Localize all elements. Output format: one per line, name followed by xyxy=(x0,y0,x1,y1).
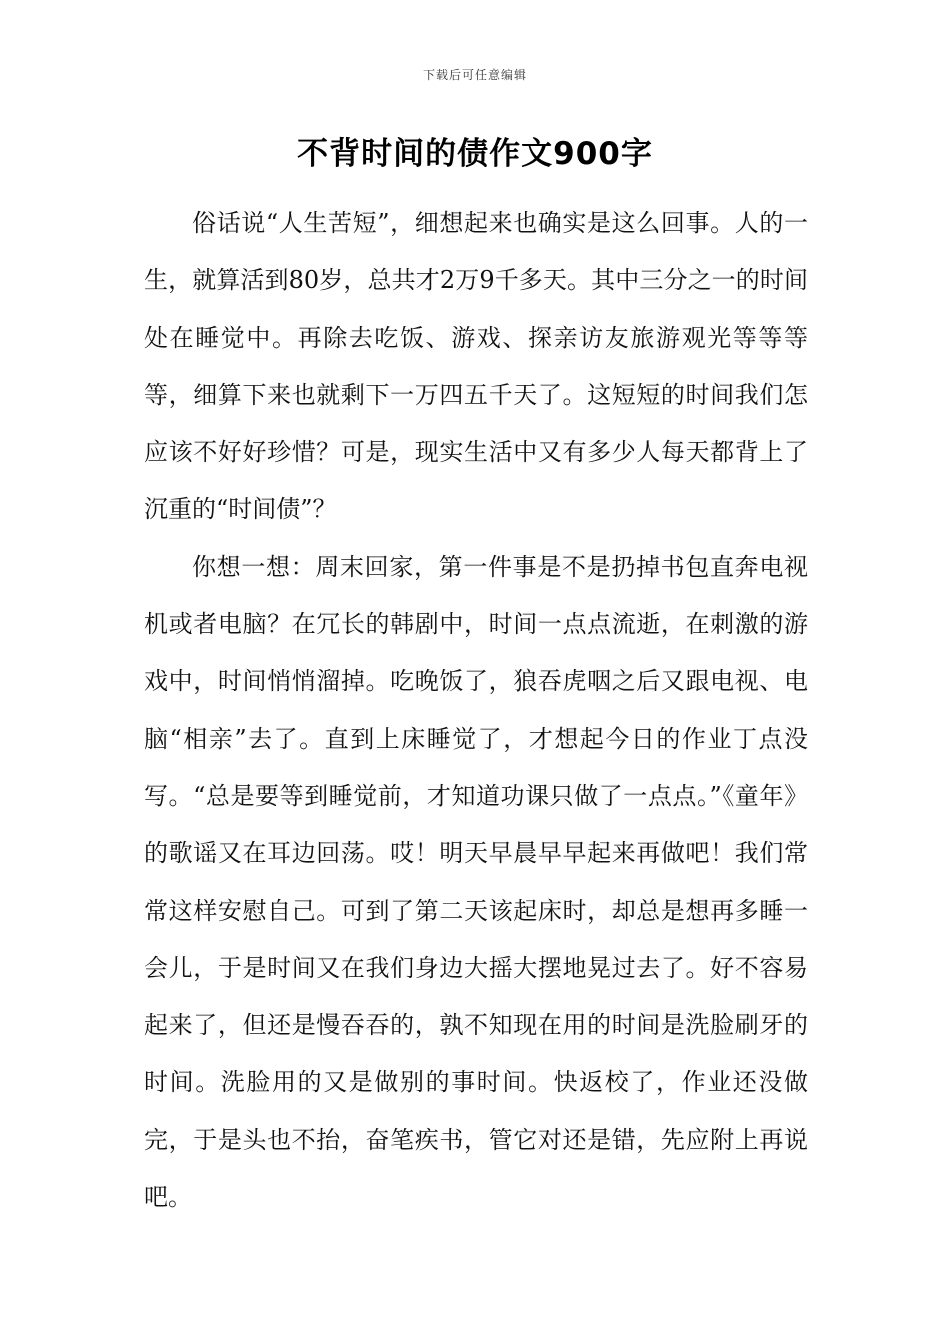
page-title: 不背时间的债作文900字 xyxy=(297,136,653,172)
paragraph-2: 你想一想：周末回家，第一件事是不是扔掉书包直奔电视机或者电脑？在冗长的韩剧中，时间一点点流逝，在刺激的游戏中，时间悄悄溜掉。吃晚饭了，狼吞虎咽之后又跟电视、电脑“相亲”去了。直到上床睡觉了，才想起今日的作业丁点没写。“总是要等到睡觉前，才知道功课只做了一点点。”《童年》的歌谣又在耳边回荡。哎！明天早晨早早起来再做吧！我们常常这样安慰自己。可到了第二天该起床时，却总是想再多睡一会儿，于是时间又在我们身边大摇大摆地晃过去了。好不容易起来了，但还是慢吞吞的，孰不知现在用的时间是洗脸刷牙的时间。洗脸用的又是做别的事时间。快返校了，作业还没做完，于是头也不抬，奋笔疾书，管它对还是错，先应附上再说吧。 xyxy=(144,552,808,1212)
essay-body xyxy=(144,195,808,1226)
paragraph-1: 俗话说“人生苦短”，细想起来也确实是这么回事。人的一生，就算活到80岁，总共才2万9千多天。其中三分之一的时间处在睡觉中。再除去吃饭、游戏、探亲访友旅游观光等等等等，细算下来也就剩下一万四五千天了。这短短的时间我们怎应该不好好珍惜？可是，现实生活中又有多少人每天都背上了沉重的“时间债”？ xyxy=(144,209,808,524)
header-note: 下载后可任意编辑 xyxy=(422,68,527,82)
